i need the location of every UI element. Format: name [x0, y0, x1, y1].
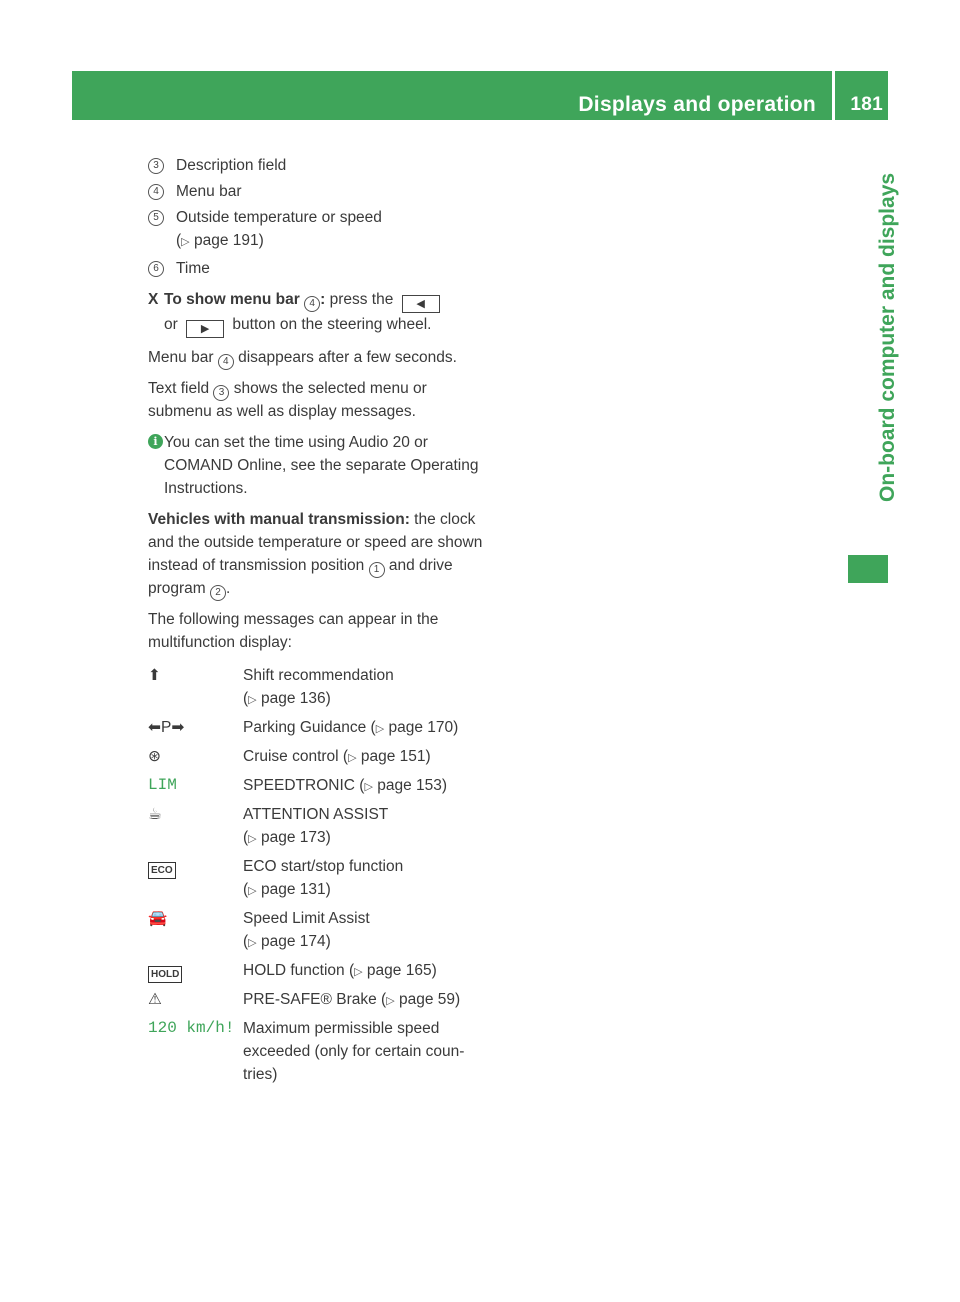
eco-icon: ECO	[148, 862, 176, 879]
page-ref[interactable]: page 153)	[377, 777, 448, 794]
callout-number: 2	[210, 585, 226, 601]
hold-icon: HOLD	[148, 966, 182, 983]
info-icon: i	[148, 434, 163, 449]
callout-number: 4	[148, 184, 164, 200]
legend-item: 6 Time	[148, 257, 488, 280]
list-item: ECO ECO start/stop function (▷ page 131)	[148, 855, 488, 903]
left-button-icon: ◀	[402, 295, 440, 313]
speed-limit-assist-icon: 🚘	[148, 910, 168, 927]
list-item: LIM SPEEDTRONIC (▷ page 153)	[148, 774, 488, 799]
callout-number: 3	[213, 385, 229, 401]
page-ref[interactable]: page 131)	[260, 881, 331, 898]
callout-number: 4	[304, 296, 320, 312]
pre-safe-brake-icon: ⚠	[148, 991, 162, 1008]
list-item: ⬆ Shift recommendation (▷ page 136)	[148, 664, 488, 712]
list-item: ☕ ATTENTION ASSIST (▷ page 173)	[148, 803, 488, 851]
callout-number: 5	[148, 210, 164, 226]
list-item: HOLD HOLD function (▷ page 165)	[148, 959, 488, 984]
shift-up-icon: ⬆	[148, 667, 161, 684]
page-ref[interactable]: page 170)	[388, 719, 459, 736]
message-list	[148, 664, 488, 1086]
side-tab-label: On-board computer and displays	[876, 172, 899, 502]
instruction-step: X To show menu bar 4 : press the ◀ or ▶ button on the steering wheel.	[148, 288, 488, 338]
header-divider	[832, 71, 835, 120]
cruise-control-icon: ⊛	[148, 748, 161, 765]
side-tab	[840, 126, 899, 546]
page-number: 181	[850, 94, 883, 115]
section-title: Displays and operation	[578, 93, 816, 116]
page-ref[interactable]: page 136)	[260, 690, 331, 707]
list-item: ⬅P➡ Parking Guidance (▷ page 170)	[148, 716, 488, 741]
list-item: ⊛ Cruise control (▷ page 151)	[148, 745, 488, 770]
legend-item: 4 Menu bar	[148, 180, 488, 203]
main-content	[148, 154, 488, 1090]
page-ref[interactable]: page 165)	[366, 962, 437, 979]
callout-number: 1	[369, 562, 385, 578]
page-ref-arrow-icon: ▷	[181, 236, 190, 248]
side-tab-block	[848, 555, 888, 583]
legend-item: 5 Outside temperature or speed (▷ page 191)	[148, 206, 488, 254]
page-header	[72, 71, 888, 120]
legend-item: 3 Description field	[148, 154, 488, 177]
page-ref[interactable]: page 59)	[398, 991, 461, 1008]
max-speed-warning: 120 km/h!	[148, 1019, 235, 1037]
list-item: 🚘 Speed Limit Assist (▷ page 174)	[148, 907, 488, 955]
page-ref[interactable]: page 174)	[260, 933, 331, 950]
callout-number: 6	[148, 261, 164, 277]
attention-assist-icon: ☕	[148, 806, 162, 823]
step-arrow-icon: X	[148, 291, 159, 308]
page-ref[interactable]: page 173)	[260, 829, 331, 846]
list-item: ⚠ PRE-SAFE® Brake (▷ page 59)	[148, 988, 488, 1013]
paragraph-menu-bar: Menu bar 4 disappears after a few seconds.	[148, 346, 488, 369]
speedtronic-lim-icon: LIM	[148, 776, 177, 794]
paragraph-text-field: Text field 3 shows the selected menu or submenu as well as display messages.	[148, 380, 427, 420]
right-button-icon: ▶	[186, 320, 224, 338]
page-ref[interactable]: page 191)	[193, 232, 264, 249]
info-note: i You can set the time using Audio 20 or COMAND Online, see the separate Operating Instructions.	[148, 431, 488, 500]
parking-guidance-icon: ⬅P➡	[148, 719, 185, 736]
callout-number: 4	[218, 354, 234, 370]
list-item: 120 km/h! Maximum permissible speed exceeded (only for certain countries)	[148, 1019, 465, 1083]
paragraph-following: The following messages can appear in the multifunction display:	[148, 611, 439, 651]
callout-number: 3	[148, 158, 164, 174]
page-ref[interactable]: page 151)	[360, 748, 431, 765]
paragraph-manual-transmission: Vehicles with manual transmission: the clock and the outside temperature or speed are shown instead of transmission position 1 and drive program 2 .	[148, 508, 488, 600]
